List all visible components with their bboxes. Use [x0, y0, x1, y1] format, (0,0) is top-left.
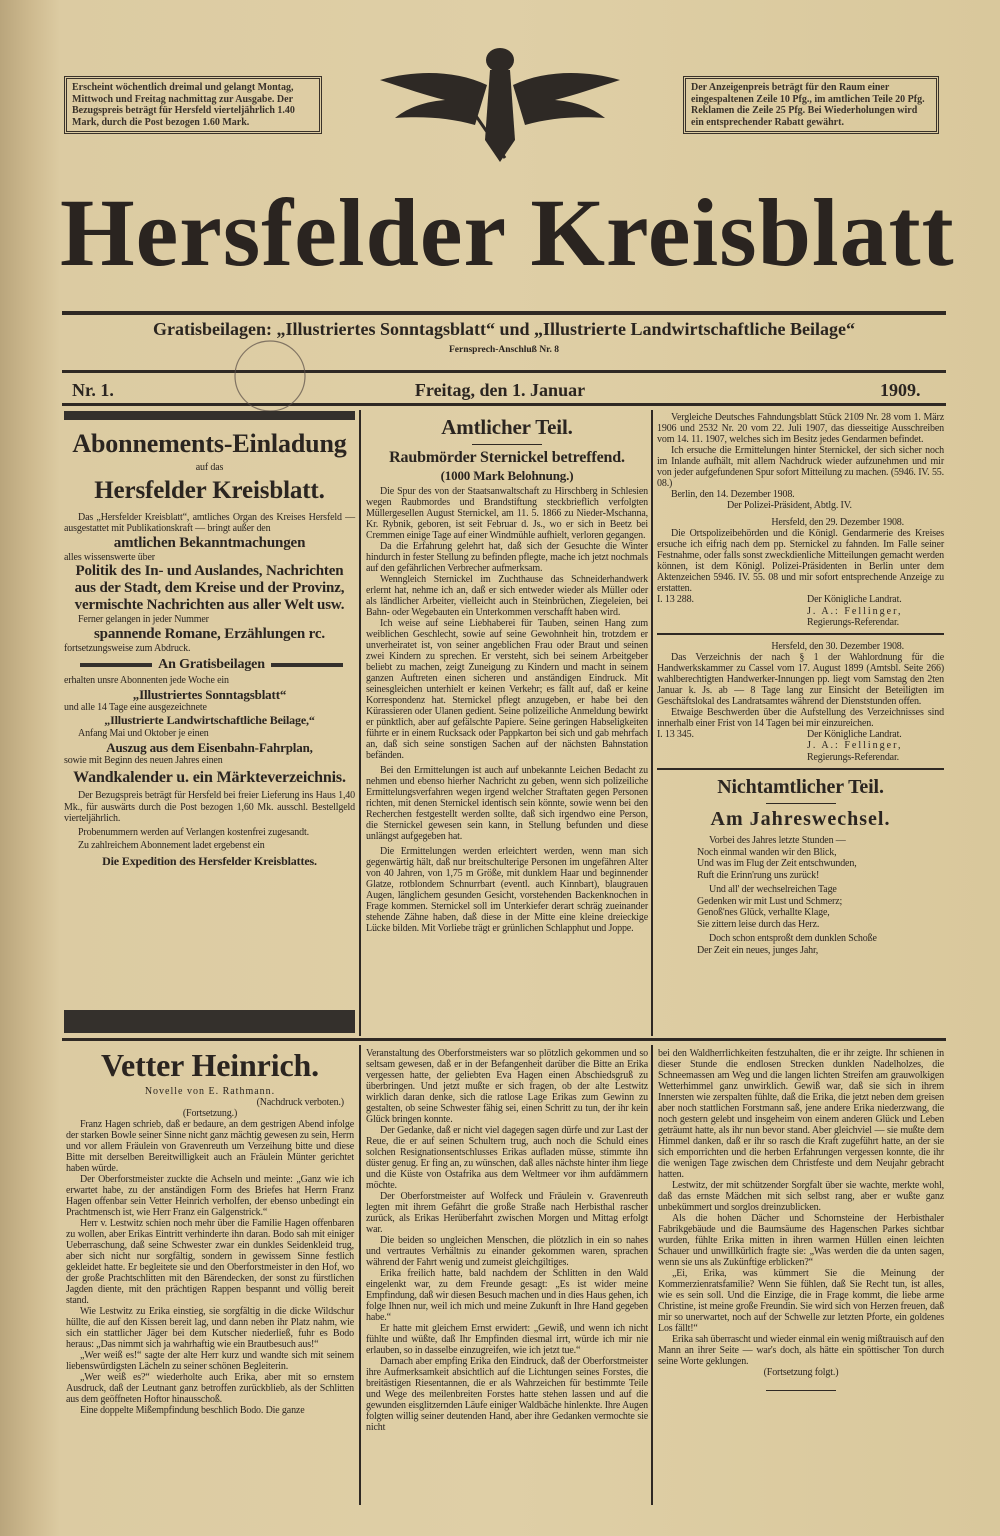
highlight: spannende Romane, Erzählungen rc.: [93, 625, 326, 642]
newspaper-title: Hersfelder Kreisblatt: [60, 179, 955, 286]
text: und alle 14 Tage eine ausgezeichnete: [64, 701, 207, 713]
column-divider: [651, 1045, 653, 1505]
gratis-heading-row: [64, 656, 355, 673]
subscription-ad: [64, 411, 355, 1033]
dateline: Hersfeld, den 30. Dezember 1908.: [771, 640, 904, 652]
text: alles wissenswerte über: [64, 551, 155, 563]
paragraph: bei den Waldherrlichkeiten festzuhalten, die er ihr zeigte. Ihr schienen in dieser Stunde die endlosen Strecken dunklen Nadelholzes, die Schneemassen am Weg und die langen lichten Streifen am grauwolkigen Wetterhimmel ganz unwirklich. Gewiß war, daß sie sich in ihrem Innersten wie zerspalten fühlte, daß die Erika, die jetzt neben dem greisen aber noch stattlichen Forstmann saß, jene andere Erika niederzwang, die noch gestern gelebt und insgeheim von einem anderen Glück und Leben geträumt hatte, als ihr nun bevor stand. Aber gleichviel — sie mußte dem Himmel danken, daß er ihr so rasch die Kraft zugeführt hatte, an der sie sich emporrichten und die herben Erfahrungen vergessen konnte, die ihr die wenigen Tage zwischen dem Christfeste und dem Neujahr gebracht hatten.: [658, 1048, 944, 1180]
poem: [657, 835, 944, 956]
text-line: Noch einmal wanden wir den Blick,: [697, 846, 837, 858]
divider: [657, 768, 944, 770]
highlight: Politik des In- und Auslandes, Nachrichten aus der Stadt, dem Kreise und der Provinz, vermischte Nachrichten aus aller Welt usw.: [74, 563, 345, 613]
paper-name: Hersfelder Kreisblatt.: [94, 476, 325, 504]
text-line: Doch schon entsproßt dem dunklen Schoße: [709, 933, 877, 944]
text-line: Sie zittern leise durch das Herz.: [697, 918, 820, 930]
paragraph: Lestwitz, der mit schützender Sorgfalt über sie wachte, merkte wohl, daß das ernste Mädchen mit sich selbst rang, aber er wußte ganz unbekümmert und sorglos dreinzublicken.: [658, 1180, 944, 1213]
reward: (1000 Mark Belohnung.): [440, 468, 574, 483]
serial-column-2: [366, 1048, 648, 1433]
decorative-bar: [64, 411, 355, 420]
paragraph: „Wer weiß es?“ wiederholte auch Erika, aber mit so ernstem Ausdruck, daß der Leutnant ganz betroffen zurückblieb, als der Schlitten aus dem geöffneten Hoftor hinausschoß.: [66, 1372, 354, 1405]
text: Zu zahlreichem Abonnement ladet ergebenst ein: [78, 840, 265, 851]
paragraph: Der Gedanke, daß er nicht viel dagegen sagen dürfe und zur Last der Reue, die er auf seinen Schultern trug, auch noch die Schuld eines solchen Resignationsentschlusses Erikas aufladen müsse, stimmte ihn düster genug. Er fing an, zu wünschen, daß alles nächste hinter ihm liege und die Küste von Ostafrika aus dem Weltmeer vor ihm aufdämmern möchte.: [366, 1125, 648, 1191]
subscription-heading: Abonnements-Einladung: [72, 429, 347, 458]
paragraph: Eine doppelte Mißempfindung beschlich Bodo. Die ganze: [80, 1405, 305, 1416]
supplements-line: Gratisbeilagen: „Illustriertes Sonntagsblatt“ und „Illustrierte Landwirtschaftliche Beilage“: [153, 319, 855, 339]
signature-line: Regierungs-Referendar.: [807, 617, 899, 628]
divider: [657, 633, 944, 635]
paragraph: Der Oberforstmeister zuckte die Achseln und meinte: „Ganz wie ich erwartet habe, zu der anständigen Form des Briefes hat Herrn Franz Hagen offenbar sein Vetter Heinrich verholfen, der ebenso unbedingt ein Prachtmensch ist, wie Herr Franz ein Galgenstrick.“: [66, 1174, 354, 1218]
paragraph: Ich ersuche die Ermittelungen hinter Sternickel, der sich sicher noch im Inlande aufhält, mit allem Nachdruck wieder aufzunehmen und mir von jeder aufgefundenen Spur sofort Mitteilung zu machen. (5946. IV. 55. 08.): [657, 445, 944, 489]
section-heading: Amtlicher Teil.: [441, 415, 573, 439]
serial-column-1: [66, 1046, 354, 1416]
paragraph: Er hatte mit gleichem Ernst erwidert: „Gewiß, und wenn ich nicht fühlte und wüßte, daß Ihr Empfinden diesmal irrt, würde ich mir nie erlauben, so in dasselbe einzugreifen, wie ich jetzt tue.“: [366, 1323, 648, 1356]
issue-year: 1909.: [880, 380, 921, 400]
signature-block: [657, 594, 944, 629]
continued-note: (Fortsetzung.): [182, 1108, 238, 1119]
price-text: Der Bezugspreis beträgt für Hersfeld bei freier Lieferung ins Haus 1,40 Mk., für auswärts durch die Post bezogen 1,60 Mk. ausschl. Bestellgeld vierteljährlich.: [64, 790, 355, 824]
eagle-emblem-icon: [375, 40, 625, 165]
decorative-bar: [64, 1010, 355, 1033]
issue-date: Freitag, den 1. Januar: [414, 380, 586, 400]
issue-number: Nr. 1.: [72, 380, 114, 400]
signature-block: [657, 729, 944, 764]
text-line: Ruft die Erinn'rung uns zurück!: [697, 869, 820, 881]
text: Anfang Mai und Oktober je einen: [78, 728, 209, 739]
publication-info-box: Erscheint wöchentlich dreimal und gelangt Montag, Mittwoch und Freitag nachmittag zur Ausgabe. Der Bezugspreis beträgt für Hersfeld vierteljährlich 1.40 Mark, durch die Post bezogen 1.60 Mark.: [64, 76, 322, 134]
text: Ferner gelangen in jeder Nummer: [78, 614, 209, 625]
paragraph: Wenngleich Sternickel im Zuchthause das Schneiderhandwerk erlernt hat, nehme ich an, daß er sich entweder wieder als Müller oder als ländlicher Arbeiter, vielleicht auch in Steinbrüchen, Ziegeleien, bei Bahn- oder Wegebauten ein Unterkommen verschafft haben wird.: [366, 574, 648, 618]
paragraph: Ich weise auf seine Liebhaberei für Tauben, seinen Hang zum weiblichen Geschlecht, sowie auf seine Gewohnheit hin, trotzdem er unverheiratet ist, von seiner angeblichen Frau oder Braut und seinen zwei Kindern zu sprechen. Er versteht, sich bei seinem Arbeitgeber beliebt zu machen, zeigt Zuneigung zu Kindern und macht in seinem ganzen Auftreten einen sicheren und anständigen Eindruck. Mit seinesgleichen unterhielt er keinen Verkehr; es fällt auf, daß er keine Korrespondenz hat. Sternickel pflegt anzugeben, er habe bei den Kürassieren oder Ulanen gedient. Seine polizeiliche Anmeldung bewirkt er pünktlich, aber auf gefälschte Papiere. Seine geringen Habseligkeiten führte er in einem Rucksack oder Pappkarton bei sich und gab mehrfach an, daß sich seine sonstigen Sachen auf der nächsten Bahnstation befänden.: [366, 618, 648, 761]
copyright-note: (Nachdruck verboten.): [256, 1097, 344, 1108]
paragraph: Etwaige Beschwerden über die Aufstellung des Verzeichnisses sind innerhalb einer Frist von 14 Tagen bei mir einzureichen.: [657, 706, 944, 729]
text-line: Gedenken wir mit Lust und Schmerz;: [697, 895, 843, 907]
phone-number: Fernsprech-Anschluß Nr. 8: [448, 345, 560, 355]
paragraph: Die Spur des von der Staatsanwaltschaft zu Hirschberg in Schlesien wegen Raubmordes und Brandstiftung steckbrieflich verfolgten Müllergesellen August Sternickel, am 11. 5. 1866 zu Nieder-Mschanna, Kr. Rybnik, geboren, ist seit Februar d. Js., wo er sich in Beetz bei Cremmen einige Tage auf einer Windmühle aufhielt, verloren gegangen.: [366, 486, 648, 541]
paragraph: „Ei, Erika, was kümmert Sie die Meinung der Kommerzienratsfamilie? Wenn Sie fühlen, daß Sie Recht tun, ist alles, wie es sein soll. Und die Einzige, die in Frage kommt, die liebe arme Christine, ist meine große Freundin. Sie wird sich von Herzen freuen, daß mir so unerwartet, noch auf der Schwelle zur letzten Pforte, ein goldenes Los fällt!“: [658, 1268, 944, 1334]
paragraph: „Wer weiß es!“ sagte der alte Herr kurz und wandte sich mit seinem liebenswürdigsten Lächeln zu seiner schönen Begleiterin.: [66, 1350, 354, 1372]
divider: [62, 370, 946, 373]
text-line: Und was im Flug der Zeit entschwunden,: [697, 858, 857, 869]
to-be-continued: (Fortsetzung folgt.): [763, 1367, 839, 1378]
paragraph: Da die Erfahrung gelehrt hat, daß sich der Gesuchte die Winter hindurch in fester Stellung zu befinden pflegte, mache ich jetzt nochmals auf den gefährlichen Verbrecher aufmerksam.: [366, 541, 648, 574]
intro-text: Das „Hersfelder Kreisblatt“, amtliches Organ des Kreises Hersfeld — ausgestattet mit Publikationskraft — bringt außer den: [64, 511, 355, 534]
divider: [62, 1038, 946, 1041]
signature: Der Polizei-Präsident, Abtlg. IV.: [727, 500, 852, 511]
paragraph: Vergleiche Deutsches Fahndungsblatt Stück 2109 Nr. 28 vom 1. März 1906 und 2532 Nr. 20 vom 22. Juli 1907, das diesseitige Ausschreiben vom 14. 11. 1907, welches sich im Besitz jedes Gendarmen befindet.: [657, 412, 944, 445]
column-divider: [359, 1045, 361, 1505]
publisher: Die Expedition des Hersfelder Kreisblattes.: [102, 853, 317, 868]
text: erhalten unsre Abonnenten jede Woche ein: [64, 675, 229, 686]
signature-line: Der Königliche Landrat.: [807, 728, 902, 740]
signature-line: Der Königliche Landrat.: [807, 594, 902, 605]
paragraph: Der Oberforstmeister auf Wolfeck und Fräulein v. Gravenreuth legten mit ihrem Gefährt die große Straße nach Herbisthal rascher zurück, als Erikas Herüberfahrt zwischen Morgen und Mittag erfolgt war.: [366, 1191, 648, 1235]
text: Probenummern werden auf Verlangen kostenfrei zugesandt.: [78, 826, 309, 838]
paragraph: Die Ermittelungen werden erleichtert werden, wenn man sich gegenwärtig hält, daß nur breitschulterige Personen im ungefähren Alter von 40 Jahren, von 1,75 m Größe, mit dunklem Haar und beginnender Glatze, rotblondem Schnurrbart (eventl. auch Kinnbart), blaugrauen Augen, länglichem gesunden Gesicht, vorstehenden Backenknochen in Frage kommen. Sternickel soll im Unterkiefer derart schräg zueinander stehende Zähne haben, daß diese in der Mitte eine kleine dreieckige Lücke bilden. Mit Vorliebe trägt er grünlichen Schlapphut und Joppe.: [366, 846, 648, 934]
signature-line: J. A.: Fellinger,: [807, 740, 903, 751]
paragraph: Die beiden so ungleichen Menschen, die plötzlich in ein so nahes und vertrautes Verhältnis zu einander gekommen waren, sprachen während der Fahrt wenig und zumeist gleichgiltiges.: [366, 1235, 648, 1268]
column-divider: [359, 410, 361, 1036]
official-notices: [657, 412, 944, 959]
text-line: Vorbei des Jahres letzte Stunden —: [709, 835, 846, 846]
serial-column-3: [658, 1048, 944, 1394]
library-stamp: [232, 338, 308, 414]
paragraph: Darnach aber empfing Erika den Eindruck, daß der Oberforstmeister ihre Aufmerksamkeit absichtlich auf die Lichtungen seines Forstes, die breitästigen Riesentannen, die er als Wahrzeichen für bestimmte Teile und Wege des meilenbreiten Forstes hatte stehen lassen und auf die gewunden eisglitzernden Läufe einiger Waldbäche hinlenkte. Ihre Augen folgten willig seiner deutenden Hand, aber ihre Gedanken vermochte sie nicht: [366, 1356, 648, 1433]
serial-title: Vetter Heinrich.: [101, 1047, 319, 1083]
text-line: Genoß'nes Glück, verhallte Klage,: [697, 907, 830, 918]
signature-line: Regierungs-Referendar.: [807, 751, 899, 763]
paragraph: Erika sah überrascht und wieder einmal ein wenig mißtrauisch auf den Mann an ihrer Seite — war's doch, als hätte ein spöttischer Ton durch seine Worte geklungen.: [658, 1334, 944, 1367]
section-heading: Nichtamtlicher Teil.: [717, 776, 884, 798]
reference-number: I. 13 288.: [657, 594, 694, 605]
text: auf das: [195, 462, 224, 473]
text-line: Und all' der wechselreichen Tage: [709, 884, 837, 895]
poem-title: Am Jahreswechsel.: [710, 808, 891, 830]
paragraph: Die Ortspolizeibehörden und die Königl. Gendarmerie des Kreises ersuche ich eifrig nach dem pp. Sternickel zu fahnden. Im Falle seiner Festnahme, oder falls sonst zweckdienliche Mitteilungen gemacht werden können, ist dem Königl. Polizei-Präsidenten in Berlin unter dem Aktenzeichen 5946. IV. 55. 08 und mir sofort entsprechende Anzeige zu erstatten.: [657, 528, 944, 594]
signature-line: J. A.: Fellinger,: [807, 605, 903, 617]
paragraph: Bei den Ermittelungen ist auch auf unbekannte Leichen Bedacht zu nehmen und ebenso hierher Nachricht zu geben, wenn sich polizeiliche Ermittelungsverfahren wegen irgend welcher Straftaten gegen Personen richten, mit denen Sternickel identisch sein könnte, sowie wenn bei den Recherchen festgestellt werden sollte, daß sich irgendwo eine Person, die Sternickel gewesen sein kann, in Stellung befunden und diese unlängst aufgegeben hat.: [366, 765, 648, 842]
text: sowie mit Beginn des neuen Jahres einen: [64, 754, 223, 766]
reference-number: I. 13 345.: [657, 728, 694, 740]
highlight: Wandkalender u. ein Märkteverzeichnis.: [73, 769, 346, 786]
column-divider: [651, 410, 653, 1036]
text-line: Der Zeit ein neues, junges Jahr,: [697, 944, 819, 956]
gratis-heading: An Gratisbeilagen: [158, 657, 265, 672]
official-section: [366, 412, 648, 934]
paragraph: Veranstaltung des Oberforstmeisters war so plötzlich gekommen und so seltsam gewesen, daß er in der Befangenheit darüber die Bitte an Erika vergessen hatte, der geliebten Eva Hagen einen Abschiedsgruß zu überbringen. Und jetzt mußte er sich fragen, ob der alte Lestwitz wirklich daran denke, sich die ratlose Lage Erikas zum Gewinn zu gestalten, ob seine Schwester fähig sei, einen Schritt zu tun, der ihr kein Glück bringen konnte.: [366, 1048, 648, 1125]
highlight: „Illustrierte Landwirtschaftliche Beilage,“: [104, 713, 315, 727]
paragraph: Erika freilich hatte, bald nachdem der Schlitten in den Wald eingelenkt war, zu dem Freunde gesagt: „Es ist wider meine Empfindung, daß wir diesen Besuch machen und in dies Haus gehen, ich folge Ihnen nur, weil ich mich und meine Zukunft in Ihre Hand gegeben habe.“: [366, 1268, 648, 1323]
divider: [62, 403, 946, 406]
paragraph: Franz Hagen schrieb, daß er bedaure, an dem gestrigen Abend infolge der starken Bowle seiner Sinne nicht ganz mächtig gewesen zu sein, Herrn und vor allem Fräulein von Gravenreuth um Verzeihung bitte und diese Bitte mit derselben Bereitwilligkeit auch an Fräulein Münter gerichtet haben würde.: [66, 1119, 354, 1174]
highlight: Auszug aus dem Eisenbahn-Fahrplan,: [106, 739, 313, 755]
highlight: „Illustriertes Sonntagsblatt“: [132, 686, 287, 702]
paragraph: Herr v. Lestwitz schien noch mehr über die Familie Hagen offenbaren zu wollen, aber Erikas Eintritt verhinderte ihn daran. Bodo sah mit einiger Ueberraschung, daß seine Schwester zwar ein dunkles Seidenkleid trug, aber sich nicht nur sorgfältig, sondern in gewissem Sinne festlich gekleidet hatte. Er begleitete sie und den Oberforstmeister in den Hof, wo der große Prachtschlitten mit den Bärendecken, der sonst zu fürstlichen Jagden diente, mit den prächtigen Rappen bespannt und völlig bereit stand.: [66, 1218, 354, 1306]
dateline: Hersfeld, den 29. Dezember 1908.: [771, 517, 904, 528]
advertising-rates-box: Der Anzeigenpreis beträgt für den Raum einer eingespaltenen Zeile 10 Pfg., im amtlichen Teile 20 Pfg. Reklamen die Zeile 25 Pfg. Bei Wiederholungen wird ein entsprechender Rabatt gewährt.: [683, 76, 939, 134]
text: fortsetzungsweise zum Abdruck.: [64, 642, 191, 654]
byline: Novelle von E. Rathmann.: [144, 1086, 276, 1097]
paragraph: Als die hohen Dächer und Schornsteine der Herbisthaler Fabrikgebäude und die Baumsäume des Hagenschen Parkes sichtbar wurden, fühlte Erika mitten in ihren warmen Hüllen einen leichten Schauer und unwillkürlich fragte sie: „Was werden die da unten sagen, wenn sie uns als Zukünftige erblicken?“: [658, 1213, 944, 1268]
paragraph: Das Verzeichnis der nach § 1 der Wahlordnung für die Handwerkskammer zu Cassel vom 17. August 1899 (Amtsbl. Seite 266) wahlberechtigten Handwerker-Innungen pp. liegt vom Samstag den 2ten Januar k. Js. ab — 8 Tage lang zur Einsicht der Beteiligten im Geschäftslokal des Landratsamtes während der Dienststunden offen.: [657, 651, 944, 707]
paragraph: Wie Lestwitz zu Erika einstieg, sie sorgfältig in die dicke Wildschur hüllte, die auf den Kissen bereit lag, und dann neben ihr Platz nahm, wie sich ein stattlicher Jäger bei dem Kutscher niederließ, fuhr es Bodo heraus: „Das nimmt sich ja wahrhaftig wie ein Brautbesuch aus!“: [66, 1306, 354, 1350]
highlight: amtlichen Bekanntmachungen: [113, 534, 306, 551]
dateline: Berlin, den 14. Dezember 1908.: [671, 489, 795, 500]
divider: [62, 311, 946, 315]
article-headline: Raubmörder Sternickel betreffend.: [389, 449, 625, 466]
